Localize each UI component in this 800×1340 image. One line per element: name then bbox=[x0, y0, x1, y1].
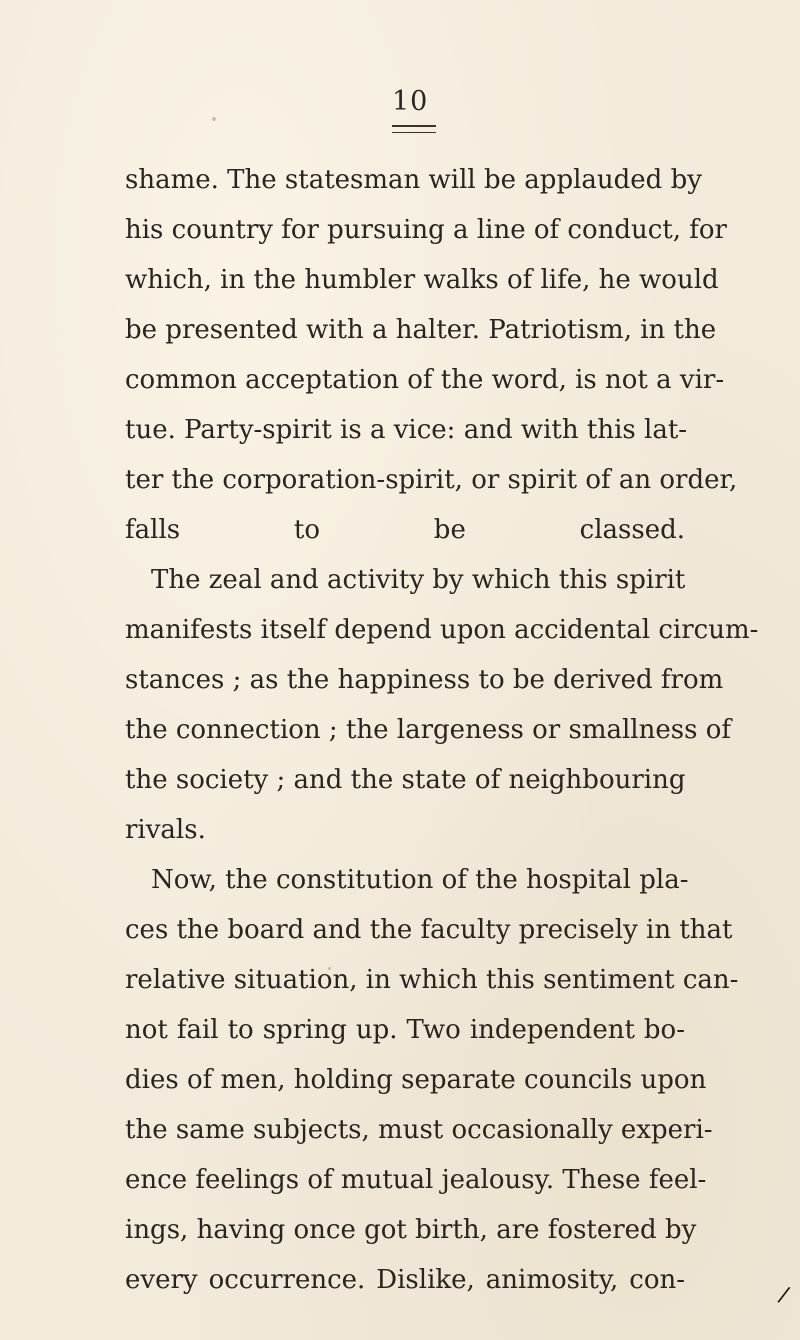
text-line: manifests itself depend upon accidental circum- bbox=[125, 615, 759, 645]
text-line: falls to be classed. bbox=[125, 515, 685, 545]
page-number-rule bbox=[392, 125, 436, 133]
text-line: dies of men, holding separate councils upon bbox=[125, 1065, 707, 1095]
paper-speck bbox=[328, 967, 331, 970]
text-line: relative situation, in which this sentiment can- bbox=[125, 965, 739, 995]
page-number: 10 bbox=[392, 86, 429, 117]
text-line: stances ; as the happiness to be derived from bbox=[125, 665, 724, 695]
text-line: the same subjects, must occasionally experi- bbox=[125, 1115, 713, 1145]
text-line: tue. Party-spirit is a vice: and with this lat- bbox=[125, 415, 688, 445]
text-line: not fail to spring up. Two independent bo- bbox=[125, 1015, 685, 1045]
text-line: ces the board and the faculty precisely in that bbox=[125, 915, 733, 945]
text-line: every occurrence. Dislike, animosity, con- bbox=[125, 1265, 685, 1295]
text-line: ings, having once got birth, are fostered by bbox=[125, 1215, 697, 1245]
paper-speck bbox=[520, 1268, 523, 1271]
paper-speck bbox=[212, 117, 216, 121]
body-text bbox=[125, 163, 759, 1313]
text-line: shame. The statesman will be applauded by bbox=[125, 165, 702, 195]
text-line: common acceptation of the word, is not a vir- bbox=[125, 365, 725, 395]
margin-mark: / bbox=[775, 1282, 792, 1309]
text-line: the connection ; the largeness or smallness of bbox=[125, 715, 731, 745]
text-line: rivals. bbox=[125, 815, 206, 845]
text-line: which, in the humbler walks of life, he would bbox=[125, 265, 719, 295]
text-line: be presented with a halter. Patriotism, in the bbox=[125, 315, 717, 345]
text-line: ence feelings of mutual jealousy. These feel- bbox=[125, 1165, 707, 1195]
text-line: the society ; and the state of neighbouring bbox=[125, 765, 686, 795]
text-line: Now, the constitution of the hospital pla- bbox=[151, 865, 689, 895]
text-line: The zeal and activity by which this spirit bbox=[151, 565, 686, 595]
text-line: his country for pursuing a line of conduct, for bbox=[125, 215, 727, 245]
text-line: ter the corporation-spirit, or spirit of an order, bbox=[125, 465, 738, 495]
